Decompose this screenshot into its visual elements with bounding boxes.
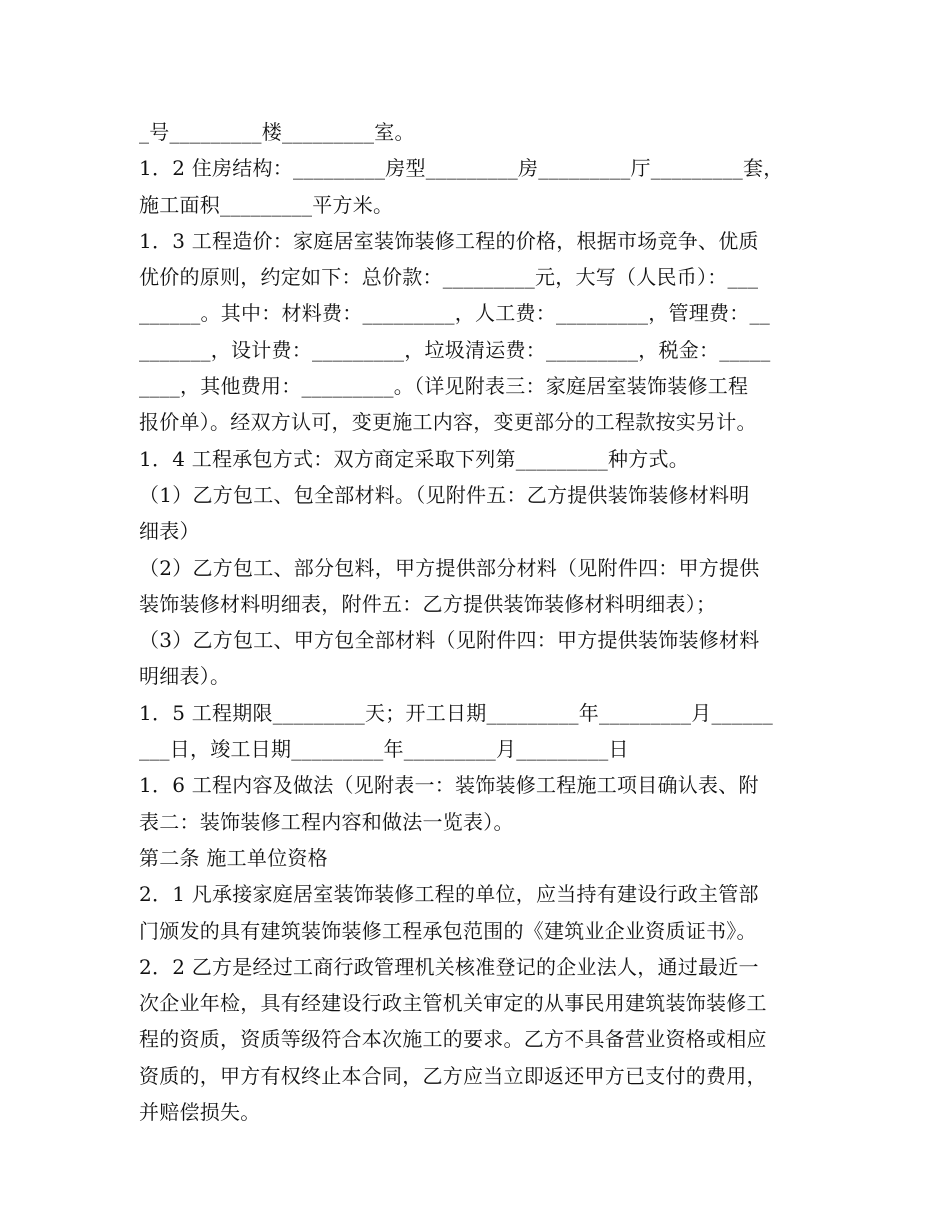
text-line: （2）乙方包工、部分包料，甲方提供部分材料（见附件四：甲方提供 xyxy=(139,555,760,580)
text-line: 1．5 工程期限_________天；开工日期_________年_________月______ xyxy=(139,700,774,725)
text-line: _______，设计费：_________，垃圾清运费：_________，税金：_____ xyxy=(139,337,771,362)
text-line: ______。其中：材料费：_________，人工费：_________，管理费：__ xyxy=(139,301,770,326)
text-line: 程的资质，资质等级符合本次施工的要求。乙方不具备营业资格或相应 xyxy=(139,1027,767,1052)
text-line: 明细表）。 xyxy=(139,664,231,689)
text-line: 资质的，甲方有权终止本合同，乙方应当立即返还甲方已支付的费用， xyxy=(139,1063,767,1088)
text-line: 2．1 凡承接家庭居室装饰装修工程的单位，应当持有建设行政主管部 xyxy=(139,882,759,907)
text-line: 报价单）。经双方认可，变更施工内容，变更部分的工程款按实另计。 xyxy=(139,410,757,435)
text-line: 门颁发的具有建筑装饰装修工程承包范围的《建筑业企业资质证书》。 xyxy=(139,918,757,943)
text-line: 细表） xyxy=(139,519,200,544)
text-line: 次企业年检，具有经建设行政主管机关审定的从事民用建筑装饰装修工 xyxy=(139,991,767,1016)
section-heading: 第二条 施工单位资格 xyxy=(139,845,328,870)
text-line: 1．6 工程内容及做法（见附表一：装饰装修工程施工项目确认表、附 xyxy=(139,773,759,798)
text-line: 施工面积_________平方米。 xyxy=(139,192,394,217)
text-line: （3）乙方包工、甲方包全部材料（见附件四：甲方提供装饰装修材料 xyxy=(139,628,760,653)
text-line: 1．4 工程承包方式：双方商定采取下列第_________种方式。 xyxy=(139,446,690,471)
text-line: 并赔偿损失。 xyxy=(139,1100,261,1125)
text-line: 表二：装饰装修工程内容和做法一览表）。 xyxy=(139,809,514,834)
text-line: 1．2 住房结构：_________房型_________房_________厅_________套， xyxy=(139,156,784,181)
text-line: （1）乙方包工、包全部材料。（见附件五：乙方提供装饰装修材料明 xyxy=(139,482,750,507)
text-line: ____，其他费用：_________。（详见附表三：家庭居室装饰装修工程 xyxy=(139,374,749,399)
text-line: _号_________楼_________室。 xyxy=(139,120,415,144)
text-line: 1．3 工程造价：家庭居室装饰装修工程的价格，根据市场竞争、优质 xyxy=(139,228,759,253)
text-line: 优价的原则，约定如下：总价款：_________元，大写（人民币）：___ xyxy=(139,265,759,290)
text-line: 装饰装修材料明细表，附件五：乙方提供装饰装修材料明细表）； xyxy=(139,591,717,616)
text-line: ___日，竣工日期_________年_________月_________日 xyxy=(139,737,629,762)
contract-text-body xyxy=(139,114,819,1130)
text-line: 2．2 乙方是经过工商行政管理机关核准登记的企业法人，通过最近一 xyxy=(139,954,759,979)
